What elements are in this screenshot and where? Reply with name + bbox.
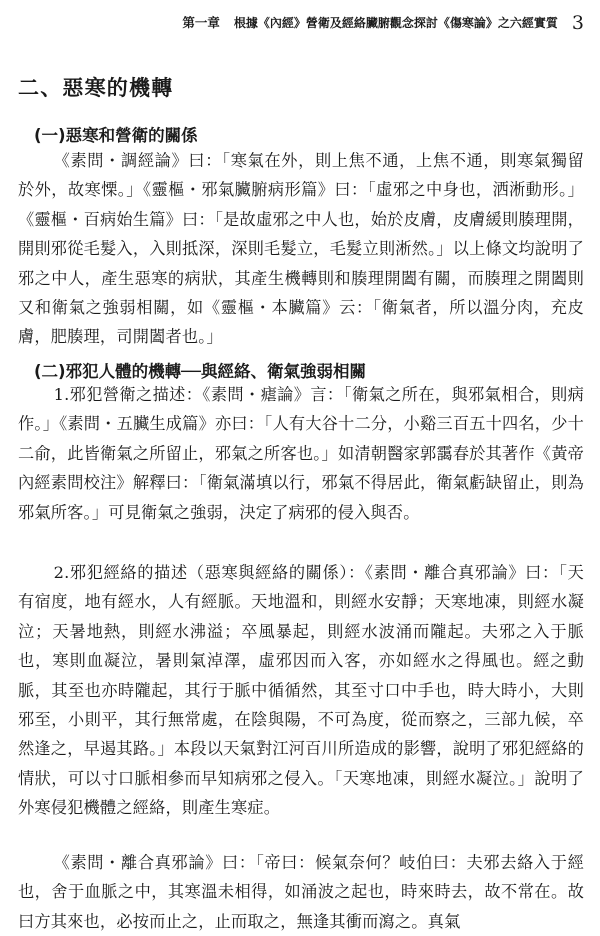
page-number: 3 (571, 12, 584, 34)
subsection-heading-2: (二)邪犯人體的機轉──與經絡、衛氣強弱相關 (34, 362, 366, 381)
chapter-label: 第一章 (182, 15, 220, 30)
paragraph-1: 《素問・調經論》曰：「寒氣在外，則上焦不通，上焦不通，則寒氣獨留於外，故寒慄。」《靈樞・邪氣臟腑病形篇》曰：「虛邪之中身也，洒淅動形。」《靈樞・百病始生篇》曰：「是故虛邪之中人也，始於皮膚，皮膚緩則腠理開，開則邪從毛髮入，入則抵深，深則毛髮立，毛髮立則淅然。」以上條文均說明了邪之中人，產生惡寒的病狀，其產生機轉則和腠理開闔有關，而腠理之開闔則又和衛氣之強弱相關，如《靈樞・本臟篇》云：「衛氣者，所以溫分肉，充皮膚，肥腠理，司開闔者也。」 (18, 151, 584, 347)
paragraph-3: 2.邪犯經絡的描述（惡寒與經絡的關係）：《素問・離合真邪論》曰：「天有宿度，地有經水，人有經脈。天地溫和，則經水安靜；天寒地凍，則經水凝泣；天暑地熱，則經水沸溢；卒風暴起，則經水波涌而隴起。夫邪之入于脈也，寒則血凝泣，暑則氣淖澤，虛邪因而入客，亦如經水之得風也。經之動脈，其至也亦時隴起，其行于脈中循循然，其至寸口中手也，時大時小，大則邪至，小則平，其行無常處，在陰與陽，不可為度，從而察之，三部九候，卒然逢之，早遏其路。」本段以天氣對江河百川所造成的影響，說明了邪犯經絡的情狀，可以寸口脈相參而早知病邪之侵入。「天寒地凍，則經水凝泣。」說明了外寒侵犯機體之經絡，則產生寒症。 (18, 563, 584, 818)
paragraph-4: 《素問・離合真邪論》曰：「帝曰：候氣奈何？岐伯曰：夫邪去絡入于經也，舍于血脈之中，其寒溫未相得，如涌波之起也，時來時去，故不常在。故曰方其來也，必按而止之，止而取之，無逢其衝而瀉之。真氣 (18, 853, 584, 931)
chapter-title: 根據《內經》營衛及經絡臟腑觀念探討《傷寒論》之六經實質 (233, 16, 558, 30)
paragraph-2: 1.邪犯營衛之描述：《素問・瘧論》言：「衛氣之所在，與邪氣相合，則病作。」《素問・五臟生成篇》亦曰：「人有大谷十二分，小谿三百五十四名，少十二俞，此皆衛氣之所留止，邪氣之所客也。」如清朝醫家郭靄春於其著作《黃帝內經素問校注》解釋曰：「衛氣滿填以行，邪氣不得居此，衛氣虧缺留止，則為邪氣所客。」可見衛氣之強弱，決定了病邪的侵入與否。 (18, 385, 584, 522)
subsection-heading-1: (一)惡寒和營衛的關係 (34, 126, 198, 145)
running-header (150, 12, 584, 34)
section-heading: 二、惡寒的機轉 (18, 75, 174, 100)
